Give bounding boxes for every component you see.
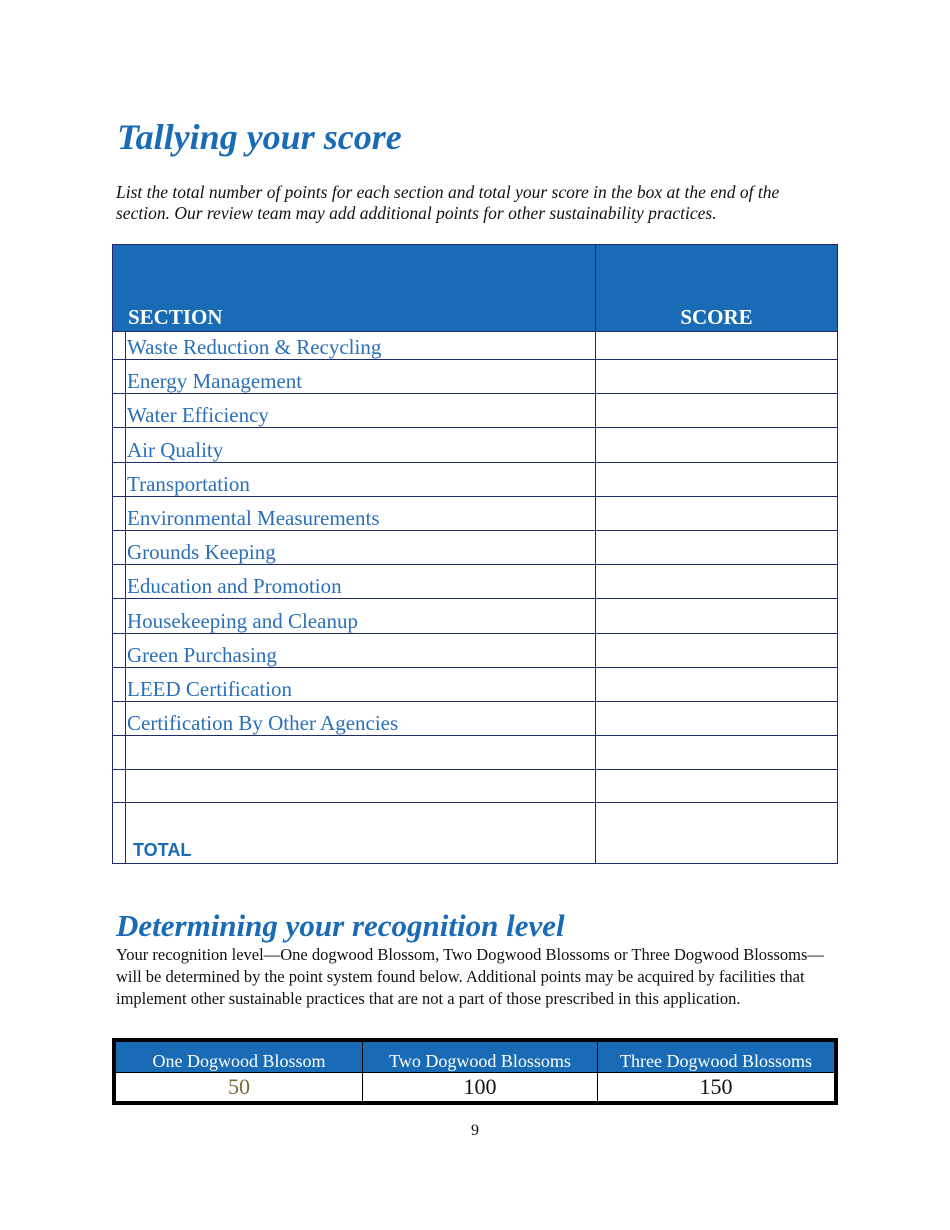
score-rows xyxy=(113,331,837,803)
table-row xyxy=(113,496,837,530)
page-number: 9 xyxy=(471,1122,479,1139)
row-label: Waste Reduction & Recycling xyxy=(127,335,382,359)
intro-text: List the total number of points for each section and total your score in the box at the end of the section. Our review team may add additional points for other sustainability practices. xyxy=(116,182,780,223)
level-points: 150 xyxy=(699,1074,733,1099)
row-label: Air Quality xyxy=(127,437,224,462)
recognition-level-table xyxy=(112,1038,838,1105)
table-row xyxy=(113,564,837,598)
row-label: Certification By Other Agencies xyxy=(127,711,399,736)
row-label: Energy Management xyxy=(127,369,303,394)
table-row xyxy=(113,462,837,496)
table-row xyxy=(113,735,837,769)
level-points: 100 xyxy=(463,1074,497,1099)
table-row xyxy=(113,667,837,701)
row-label: Environmental Measurements xyxy=(127,505,380,530)
row-label: Housekeeping and Cleanup xyxy=(127,608,358,633)
recognition-body: Your recognition level—One dogwood Blossom, Two Dogwood Blossoms or Three Dogwood Blossoms—will be determined by the point system found below. Additional points may be acquired by facilities that implement other sustainable practices that are not a part of those prescribed in this application. xyxy=(116,945,824,1008)
score-table xyxy=(112,244,838,864)
row-label: Education and Promotion xyxy=(127,574,342,599)
row-label: Green Purchasing xyxy=(127,642,277,667)
total-label: TOTAL xyxy=(133,840,192,860)
table-row xyxy=(113,427,837,461)
level-column xyxy=(597,1042,834,1101)
table-row xyxy=(113,701,837,735)
table-row xyxy=(113,530,837,564)
table-row xyxy=(113,359,837,393)
level-column xyxy=(116,1042,362,1101)
total-row xyxy=(113,802,837,863)
score-column-header: SCORE xyxy=(680,305,753,329)
row-label: Grounds Keeping xyxy=(127,540,276,565)
row-label: Water Efficiency xyxy=(127,403,269,428)
level-column xyxy=(362,1042,597,1101)
table-row xyxy=(113,633,837,667)
table-row xyxy=(113,393,837,427)
section-column-header: SECTION xyxy=(128,305,223,329)
page-title: Tallying your score xyxy=(117,117,402,157)
level-points: 50 xyxy=(228,1074,250,1099)
level-name: Three Dogwood Blossoms xyxy=(598,1042,834,1073)
level-name: One Dogwood Blossom xyxy=(116,1042,362,1073)
table-row xyxy=(113,769,837,803)
row-label: Transportation xyxy=(127,471,250,496)
level-name: Two Dogwood Blossoms xyxy=(363,1042,597,1073)
table-row xyxy=(113,598,837,632)
recognition-heading: Determining your recognition level xyxy=(116,908,565,943)
row-label: LEED Certification xyxy=(127,676,293,701)
table-row xyxy=(113,331,837,359)
score-table-header xyxy=(113,245,837,331)
